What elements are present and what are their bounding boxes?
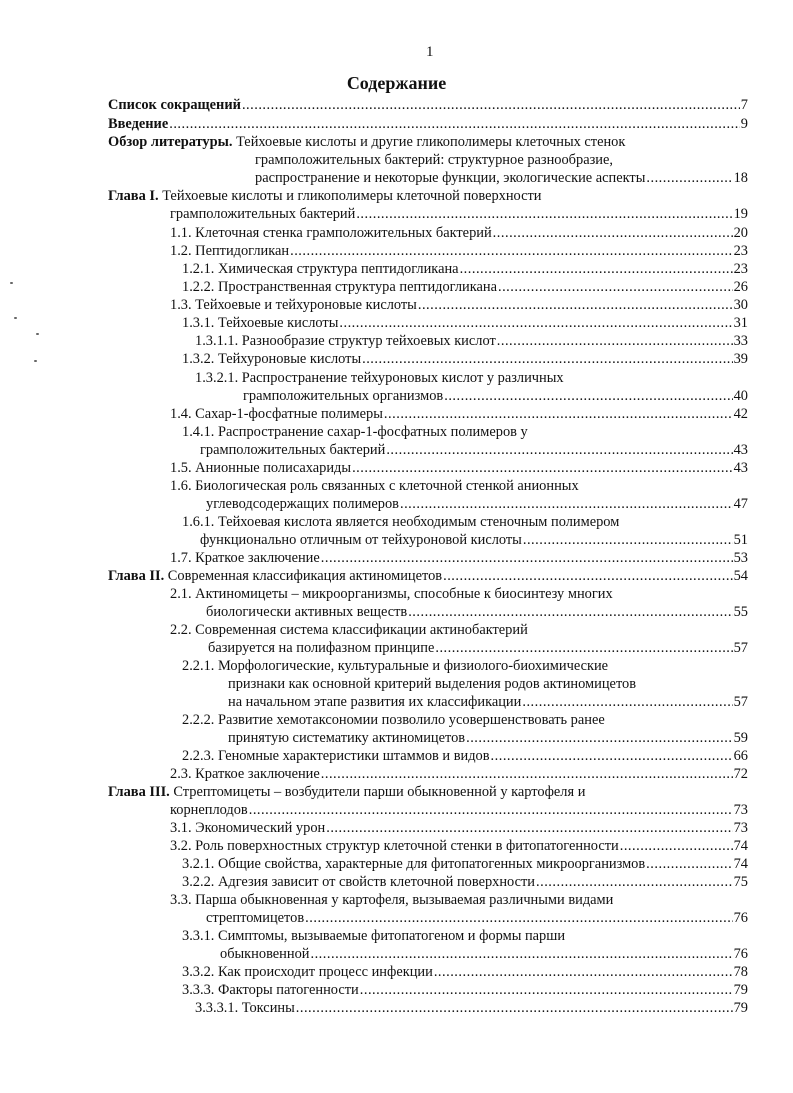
toc-entry-text: 1.6.1. Тейхоевая кислота является необходимым стеночным полимером xyxy=(182,514,620,530)
toc-entry-title: грамположительных бактерий xyxy=(170,206,356,223)
toc-entry-title: 3.2.2. Адгезия зависит от свойств клеточной поверхности xyxy=(182,874,535,890)
toc-page-number: 72 xyxy=(733,766,748,782)
toc-entry xyxy=(182,350,748,368)
toc-entry-line xyxy=(182,711,748,729)
toc-entry-text: 2.2.1. Морфологические, культуральные и физиолого-биохимические xyxy=(182,658,609,674)
toc-entry-text xyxy=(170,459,351,477)
toc-entry xyxy=(108,187,748,223)
toc-entry-title: распространение и некоторые функции, экологические аспекты xyxy=(255,170,646,187)
toc-entry xyxy=(170,224,748,242)
toc-page-number: 23 xyxy=(733,243,748,259)
toc-entry-title: базируется на полифазном принципе xyxy=(208,640,435,657)
toc-entry-text xyxy=(170,909,304,927)
toc-entry-final-line xyxy=(108,115,748,133)
dot-leader xyxy=(523,531,733,549)
dot-leader xyxy=(620,837,733,855)
toc-entry-title: 1.3.2. Тейхуроновые кислоты xyxy=(182,351,362,367)
toc-entry-final-line xyxy=(182,278,748,296)
toc-entry xyxy=(108,115,748,133)
dot-leader xyxy=(362,350,733,368)
toc-entry-final-line xyxy=(170,765,748,783)
toc-entry-final-line xyxy=(170,224,748,242)
toc-entry-text xyxy=(182,963,433,981)
toc-entry-final-line xyxy=(170,639,748,657)
dot-leader xyxy=(493,224,733,242)
toc-entry-final-line xyxy=(182,981,748,999)
toc-entry-text xyxy=(195,387,443,405)
toc-entry-text xyxy=(170,296,417,314)
toc-entry-title: стрептомицетов xyxy=(206,910,305,927)
toc-entry-text xyxy=(108,567,442,585)
dot-leader xyxy=(408,603,732,621)
toc-entry xyxy=(170,585,748,621)
toc-entry-text: признаки как основной критерий выделения родов актиномицетов xyxy=(228,676,637,693)
toc-entry-text xyxy=(108,115,168,133)
toc-entry-title: Современная классификация актиномицетов xyxy=(167,568,443,584)
toc-entry-text xyxy=(182,873,535,891)
toc-chapter-label: Введение xyxy=(108,116,169,132)
toc-entry-text: 3.3.1. Симптомы, вызываемые фитопатогеном и формы парши xyxy=(182,928,566,944)
toc-page-number: 9 xyxy=(740,116,748,132)
toc-entry-final-line xyxy=(108,169,748,187)
toc-entry-text xyxy=(195,999,295,1017)
toc-entry-title: принятую систематику актиномицетов xyxy=(228,730,466,747)
toc-page-number: 18 xyxy=(733,170,748,187)
toc-entry xyxy=(108,133,748,188)
toc-chapter-label: Глава III. xyxy=(108,784,170,800)
toc-page-number: 75 xyxy=(733,874,748,890)
toc-entry-text xyxy=(108,96,241,114)
toc-page-number: 42 xyxy=(733,406,748,422)
toc-page-number: 73 xyxy=(733,820,748,836)
toc-page-number: 30 xyxy=(733,297,748,313)
toc-entry-title: на начальном этапе развития их классификации xyxy=(228,694,522,711)
dot-leader xyxy=(242,96,740,114)
toc-entry-title: 1.1. Клеточная стенка грамположительных бактерий xyxy=(170,225,492,241)
toc-page-number: 74 xyxy=(733,838,748,854)
toc-entry-title: 1.3.1. Тейхоевые кислоты xyxy=(182,315,339,331)
toc-entry-title: корнеплодов xyxy=(170,802,248,819)
toc-entry-final-line xyxy=(170,549,748,567)
dot-leader xyxy=(400,495,733,513)
toc-entry-title: биологически активных веществ xyxy=(206,604,408,621)
toc-entry-title: 1.2.2. Пространственная структура пептидогликана xyxy=(182,279,497,295)
toc-entry-final-line xyxy=(182,693,748,711)
toc-entry-text: Тейхоевые кислоты и другие гликополимеры клеточных стенок xyxy=(236,134,626,150)
dot-leader xyxy=(444,387,732,405)
toc-entry-line xyxy=(108,783,748,801)
toc-page-number: 53 xyxy=(733,550,748,566)
dot-leader xyxy=(435,639,732,657)
dot-leader xyxy=(169,115,740,133)
toc-entry-final-line xyxy=(170,296,748,314)
toc-entry-text xyxy=(170,837,619,855)
toc-page-number: 54 xyxy=(733,568,748,584)
toc-entry-text xyxy=(182,855,645,873)
toc-entry-line xyxy=(170,585,748,603)
toc-page-number: 79 xyxy=(733,1000,748,1016)
dot-leader xyxy=(339,314,732,332)
dot-leader xyxy=(498,278,733,296)
toc-entry xyxy=(108,96,748,114)
toc-entry-final-line xyxy=(182,873,748,891)
dot-leader xyxy=(290,242,733,260)
toc-entry-line xyxy=(182,513,748,531)
toc-entry-final-line xyxy=(182,729,748,747)
toc-page-number: 23 xyxy=(733,261,748,277)
toc-entry-title: 2.3. Краткое заключение xyxy=(170,766,320,782)
toc-entry-text: 1.3.2.1. Распространение тейхуроновых кислот у различных xyxy=(195,370,564,386)
toc-entry-text xyxy=(195,332,496,350)
toc-entry-text: Тейхоевые кислоты и гликополимеры клеточной поверхности xyxy=(162,188,542,204)
toc-entry-text: 1.4.1. Распространение сахар-1-фосфатных полимеров у xyxy=(182,424,528,440)
toc-entry xyxy=(170,765,748,783)
dot-leader xyxy=(360,981,733,999)
toc-entry-line xyxy=(170,477,748,495)
toc-entry xyxy=(108,567,748,585)
toc-entry-final-line xyxy=(170,603,748,621)
toc-entry-line xyxy=(108,187,748,205)
page-title: Содержание xyxy=(346,73,447,93)
toc-entry xyxy=(195,369,748,405)
toc-page-number: 79 xyxy=(733,982,748,998)
toc-page-number: 47 xyxy=(733,496,748,513)
toc-entry-line xyxy=(182,657,748,675)
dot-leader xyxy=(460,260,733,278)
toc-entry-title: грамположительных бактерий xyxy=(200,442,386,459)
toc-page-number: 51 xyxy=(733,532,748,549)
toc-entry xyxy=(182,513,748,549)
toc-entry xyxy=(195,999,748,1017)
dot-leader xyxy=(296,999,733,1017)
toc-page-number: 43 xyxy=(733,460,748,476)
toc-entry-text xyxy=(182,350,361,368)
toc-entry-title: грамположительных организмов xyxy=(243,388,444,405)
toc-entry-text xyxy=(182,278,497,296)
toc-entry-title: 3.1. Экономический урон xyxy=(170,820,326,836)
toc-entry-text xyxy=(108,169,645,187)
toc-chapter-label: Список сокращений xyxy=(108,97,241,113)
toc-entry-title: 1.5. Анионные полисахариды xyxy=(170,460,352,476)
toc-entry-line xyxy=(182,927,748,945)
toc-entry-final-line xyxy=(170,819,748,837)
toc-entry-final-line xyxy=(195,332,748,350)
toc-page-number: 76 xyxy=(733,946,748,963)
toc-page-number: 57 xyxy=(733,694,748,711)
toc-page-number: 66 xyxy=(733,748,748,764)
toc-entry-final-line xyxy=(195,387,748,405)
toc-page-number: 19 xyxy=(733,206,748,223)
toc-entry xyxy=(182,981,748,999)
toc-entry-final-line xyxy=(182,855,748,873)
toc-entry-text: 2.2.2. Развитие хемотаксономии позволило усовершенствовать ранее xyxy=(182,712,605,728)
toc-entry-text xyxy=(182,441,385,459)
dot-leader xyxy=(434,963,733,981)
toc-page-number: 73 xyxy=(733,802,748,819)
dot-leader xyxy=(310,945,732,963)
toc-entry-title: 3.2. Роль поверхностных структур клеточной стенки в фитопатогенности xyxy=(170,838,619,854)
toc-entry xyxy=(182,260,748,278)
toc-entry-title: 1.3.1.1. Разнообразие структур тейхоевых кислот xyxy=(195,333,496,349)
toc-entry-final-line xyxy=(182,747,748,765)
toc-entry-text xyxy=(170,405,383,423)
dot-leader xyxy=(326,819,732,837)
toc-entry xyxy=(182,747,748,765)
dot-leader xyxy=(249,801,733,819)
toc-entry-final-line xyxy=(170,909,748,927)
toc-entry xyxy=(170,819,748,837)
toc-entry xyxy=(170,459,748,477)
scan-speck xyxy=(34,360,37,362)
toc-chapter-label: Обзор литературы. xyxy=(108,134,233,150)
dot-leader xyxy=(466,729,733,747)
toc-entry-final-line xyxy=(182,441,748,459)
toc-entry-final-line xyxy=(170,837,748,855)
toc-page-number: 55 xyxy=(733,604,748,621)
toc-entry xyxy=(170,621,748,657)
toc-entry-text: 2.2. Современная система классификации актинобактерий xyxy=(170,622,528,638)
toc-entry-title: 3.3.3. Факторы патогенности xyxy=(182,982,359,998)
toc-entry-title: 3.3.2. Как происходит процесс инфекции xyxy=(182,964,433,980)
toc-entry-final-line xyxy=(182,945,748,963)
toc-page-number: 76 xyxy=(733,910,748,927)
toc-entry-final-line xyxy=(182,350,748,368)
toc-entry-text: 2.1. Актиномицеты – микроорганизмы, способные к биосинтезу многих xyxy=(170,586,613,602)
toc-entry-text xyxy=(108,205,355,223)
toc-page-number: 59 xyxy=(733,730,748,747)
toc-entry xyxy=(170,477,748,513)
toc-page-number: 78 xyxy=(733,964,748,980)
toc-entry-text xyxy=(182,945,309,963)
dot-leader xyxy=(321,549,733,567)
toc-entry-text: 3.3. Парша обыкновенная у картофеля, вызываемая различными видами xyxy=(170,892,614,908)
toc-entry xyxy=(170,242,748,260)
toc-entry-final-line xyxy=(108,205,748,223)
toc-entry-title: углеводсодержащих полимеров xyxy=(206,496,399,513)
toc-entry-title: 1.3. Тейхоевые и тейхуроновые кислоты xyxy=(170,297,417,313)
toc-page-number: 40 xyxy=(733,388,748,405)
toc-entry xyxy=(182,423,748,459)
toc-entry xyxy=(182,873,748,891)
toc-entry-text xyxy=(182,693,521,711)
toc-entry-text: Стрептомицеты – возбудители парши обыкновенной у картофеля и xyxy=(173,784,586,800)
toc-entry-final-line xyxy=(170,242,748,260)
toc-entry-line xyxy=(182,675,748,693)
toc-entry-final-line xyxy=(182,260,748,278)
toc-entry-title: функционально отличным от тейхуроновой кислоты xyxy=(200,532,522,549)
toc-entry-line xyxy=(108,133,748,151)
toc-entry xyxy=(170,405,748,423)
toc-entry-text xyxy=(170,603,407,621)
toc-entry-title: 3.3.3.1. Токсины xyxy=(195,1000,295,1016)
toc-entry xyxy=(170,891,748,927)
toc-entry-final-line xyxy=(182,531,748,549)
toc-entry-final-line xyxy=(108,801,748,819)
dot-leader xyxy=(305,909,732,927)
toc-entry-final-line xyxy=(170,405,748,423)
toc-entry-line xyxy=(108,151,748,169)
toc-entry-final-line xyxy=(108,567,748,585)
toc-entry-text xyxy=(170,549,320,567)
toc-entry-title: 1.2.1. Химическая структура пептидогликана xyxy=(182,261,459,277)
toc-page-number: 26 xyxy=(733,279,748,295)
toc-entry xyxy=(108,783,748,819)
toc-page-number: 20 xyxy=(733,225,748,241)
toc-page-number: 43 xyxy=(733,442,748,459)
toc-entry-text xyxy=(182,260,459,278)
dot-leader xyxy=(522,693,732,711)
dot-leader xyxy=(356,205,732,223)
toc-entry xyxy=(195,332,748,350)
toc-page-number: 74 xyxy=(733,856,748,872)
toc-entry xyxy=(182,278,748,296)
toc-entry-final-line xyxy=(170,495,748,513)
toc-entry-final-line xyxy=(182,963,748,981)
dot-leader xyxy=(418,296,733,314)
toc-entry xyxy=(182,657,748,712)
toc-entry-text xyxy=(170,224,492,242)
dot-leader xyxy=(321,765,733,783)
toc-entry xyxy=(170,549,748,567)
toc-entry-line xyxy=(195,369,748,387)
toc-entry-text xyxy=(182,981,359,999)
scan-speck xyxy=(10,282,13,284)
toc-entry-text: 1.6. Биологическая роль связанных с клеточной стенкой анионных xyxy=(170,478,579,494)
toc-entry-text xyxy=(182,747,490,765)
toc-entry-title: 3.2.1. Общие свойства, характерные для фитопатогенных микроорганизмов xyxy=(182,856,646,872)
toc-entry xyxy=(182,927,748,963)
dot-leader xyxy=(352,459,733,477)
toc-entry-line xyxy=(170,891,748,909)
scan-speck xyxy=(14,317,17,319)
dot-leader xyxy=(497,332,733,350)
toc-entry-title: 1.7. Краткое заключение xyxy=(170,550,320,566)
dot-leader xyxy=(386,441,732,459)
toc-entry-final-line xyxy=(170,459,748,477)
scan-speck xyxy=(36,333,39,335)
toc-entry-title: обыкновенной xyxy=(220,946,310,963)
toc-entry-title: 1.2. Пептидогликан xyxy=(170,243,290,259)
toc-entry xyxy=(182,314,748,332)
dot-leader xyxy=(536,873,733,891)
toc-page-number: 31 xyxy=(733,315,748,331)
page-number: 1 xyxy=(426,44,434,60)
toc-entry-final-line xyxy=(195,999,748,1017)
toc-page-number: 33 xyxy=(733,333,748,349)
dot-leader xyxy=(384,405,733,423)
toc-entry xyxy=(170,837,748,855)
toc-entry-text xyxy=(170,639,434,657)
dot-leader xyxy=(491,747,733,765)
toc-entry-final-line xyxy=(182,314,748,332)
toc-entry-text xyxy=(170,765,320,783)
toc-entry xyxy=(182,855,748,873)
toc-chapter-label: Глава II. xyxy=(108,568,165,584)
toc-entry xyxy=(182,963,748,981)
toc-chapter-label: Глава I. xyxy=(108,188,159,204)
toc-page-number: 39 xyxy=(733,351,748,367)
toc-entry-title: 2.2.3. Геномные характеристики штаммов и видов xyxy=(182,748,490,764)
toc-entry xyxy=(170,296,748,314)
dot-leader xyxy=(646,855,732,873)
toc-entry-line xyxy=(170,621,748,639)
toc-page-number: 7 xyxy=(740,97,748,113)
dot-leader xyxy=(443,567,733,585)
toc-entry-text: грамположительных бактерий: структурное разнообразие, xyxy=(255,152,613,169)
toc-entry-text xyxy=(170,495,399,513)
toc-entry-final-line xyxy=(108,96,748,114)
toc-entry-line xyxy=(182,423,748,441)
toc-entry-text xyxy=(182,531,522,549)
toc-entry-text xyxy=(170,819,325,837)
dot-leader xyxy=(646,169,732,187)
toc-entry-text xyxy=(182,314,338,332)
toc-entry-title: 1.4. Сахар-1-фосфатные полимеры xyxy=(170,406,383,422)
toc-entry xyxy=(182,711,748,747)
toc-entry-text xyxy=(182,729,465,747)
toc-entry-text xyxy=(170,242,289,260)
toc-page-number: 57 xyxy=(733,640,748,657)
toc-entry-text xyxy=(108,801,248,819)
